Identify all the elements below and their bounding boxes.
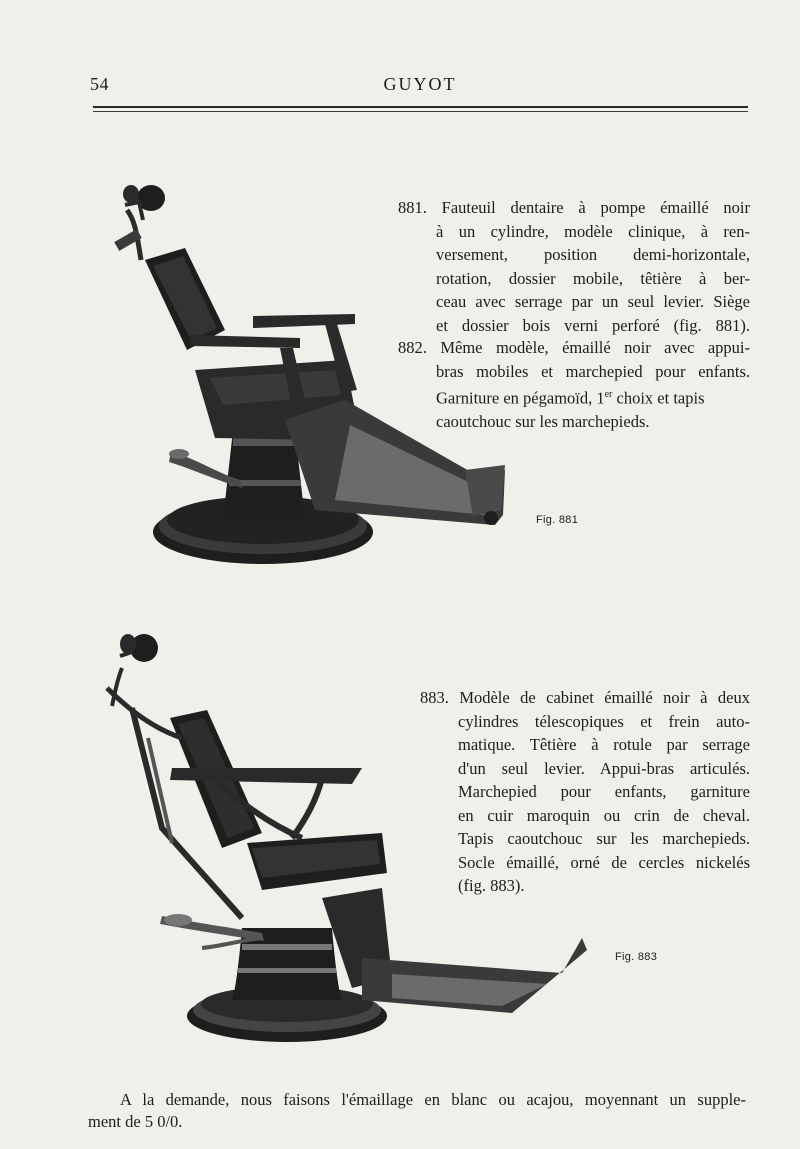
entry-line: à un cylindre, modèle clinique, à ren- [436,221,750,241]
entry-line: Fauteuil dentaire à pompe émaillé noir [441,198,751,217]
entry-line: Garniture en pégamoïd, 1 [436,388,605,408]
figure-label-883: Fig. 883 [615,951,658,963]
entry-line: Même modèle, émaillé noir avec appui- [440,338,751,357]
entry-number: 882. [398,338,427,357]
entry-line: ceau avec serrage par un seul levier. Siège [436,292,750,311]
footer-line: ment de 5 0/0. [88,1112,183,1131]
running-title: GUYOT [383,74,457,94]
entry-line: Socle émaillé, orné de cercles nickelés [458,852,750,872]
entry-number: 883. [420,688,449,707]
entry-line: en cuir maroquin ou crin de cheval. [458,805,750,825]
entry-line: rotation, dossier mobile, têtière à ber- [436,268,750,288]
page-number: 54 [90,74,109,94]
entry-line: et dossier bois verni perforé (fig. 881). [436,315,750,335]
figure-label-881: Fig. 881 [536,514,579,526]
footer-note [88,1089,746,1133]
entry-line: versement, position demi-horizontale, [436,245,750,264]
header-rule-bottom [93,111,748,112]
entry-line: d'un seul levier. Appui-bras articulés. [458,758,750,778]
entry-line: Tapis caoutchouc sur les marchepieds. [458,829,750,848]
entry-line: caoutchouc sur les marchepieds. [436,412,650,431]
entry-line: bras mobiles et marchepied pour enfants. [436,361,750,381]
entry-line: (fig. 883). [458,876,525,895]
dental-chair-883-illustration [92,628,592,1048]
entry-line: Modèle de cabinet émaillé noir à deux [459,688,751,707]
entry-line: cylindres télescopiques et frein auto- [458,711,750,731]
entry-line-rest: choix et tapis [612,388,705,408]
entry-number: 881. [398,198,427,217]
footer-line: A la demande, nous faisons l'émaillage en blanc ou acajou, moyennant un supple- [120,1090,746,1109]
superscript: er [604,389,613,400]
header-rule-top [93,106,748,108]
dental-chair-881-illustration [105,180,515,575]
entry-line: Marchepied pour enfants, garniture [458,782,750,801]
entry-line: matique. Têtière à rotule par serrage [458,735,750,754]
